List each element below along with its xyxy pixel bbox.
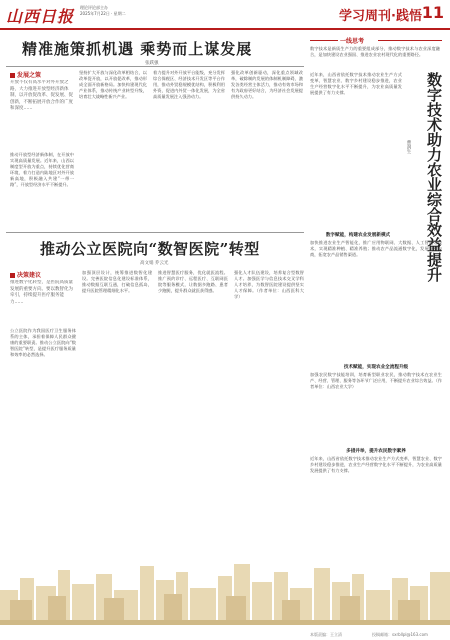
article1-column-4: 强化改革创新驱动，深化重点领域改革，破除制约发展的体制机制障碍，激发各类经营主体活力，推动有效市场和有为政府更好结合，为经济社会发展提供持久动力。 bbox=[231, 70, 303, 100]
article1-column-3: 着力提升对外开放平台能级，充分发挥综合保税区、经济技术开发区等平台作用，推动外贸稳规模优结构，积极利用外资，促进内外贸一体化发展，为全省高质量发展注入强劲动力。 bbox=[153, 70, 225, 100]
article1-author: 张跃强 bbox=[145, 61, 159, 66]
divider bbox=[6, 66, 304, 67]
right-column-title: 数字技术助力农业综合效益提升 bbox=[425, 72, 443, 282]
page-header bbox=[0, 0, 450, 30]
article2-column-1: 公立医院作为我国医疗卫生服务体系的主体，承担着保障人民群众健康的重要职责。推动公立医院向“数智医院”转型，是提升医疗服务质量和效率的必然选择。 bbox=[10, 328, 76, 358]
article2-title: 推动公立医院向“数智医院”转型 bbox=[40, 240, 260, 258]
article1-title: 精准施策抓机遇 乘势而上谋发展 bbox=[22, 40, 253, 58]
right-column-text-c: 加强农民数字技能培训，培育新型职业农民，推动数字技术在农业生产、经营、管理、服务等各环节广泛应用，不断提升农业综合效益。（作者单位：山西农业大学） bbox=[310, 372, 442, 390]
section-title: 学习周刊·践悟 bbox=[339, 9, 422, 24]
header-meta-line: 2025年7月22日 · 星期二 bbox=[80, 11, 126, 16]
article1-tag: 发展之策 bbox=[10, 70, 41, 79]
article2-author: 高文娟 乔云光 bbox=[140, 261, 169, 266]
header-rule bbox=[0, 28, 450, 30]
divider bbox=[310, 40, 338, 41]
footer-editor: 本版责编：王立清 bbox=[310, 632, 342, 637]
article1-column-1: 推动开放型经济新体制，在开放中实现高质量发展。近年来，山西以制度型开放为重点，持续优化营商环境，着力打造内陆地区对外开放新高地，积极融入共建“一带一路”，开放型经济水平不断提升。 bbox=[10, 152, 74, 188]
footer-email: 投稿邮箱：sxrbllpl@163.com bbox=[372, 632, 428, 637]
right-subheading: 技术赋能，实现农业全流程升级 bbox=[343, 365, 409, 370]
newspaper-logo: 山西日报 bbox=[6, 7, 75, 26]
header-meta bbox=[80, 5, 126, 17]
header-meta-line: 理论评论部主办 bbox=[80, 5, 108, 10]
article2-column-4: 强化人才队伍建设，培养复合型数智人才。加强医学与信息技术交叉学科人才培养，为数智医院建设提供坚实人才保障。（作者单位：山西医科大学） bbox=[234, 270, 304, 300]
article2-column-3: 推进智慧医疗服务，优化就医流程。推广预约诊疗、远程医疗、互联网医院等服务模式，让数据多跑路、患者少跑腿，提升群众就医获得感。 bbox=[158, 270, 228, 294]
right-column-tag: 一线思考 bbox=[340, 38, 365, 45]
divider bbox=[6, 232, 304, 233]
article2-column-2: 加强顶层设计，统筹推进数智化建设。完善医院信息化建设标准体系，推动数据互联互通，打破信息孤岛，提升医院管理精细化水平。 bbox=[82, 270, 152, 294]
page-number: 11 bbox=[421, 3, 444, 22]
right-column-author: 曹润生 bbox=[406, 140, 411, 154]
article2-tag: 决策建议 bbox=[10, 270, 41, 279]
right-subheading: 多措并举，提升农民数字素养 bbox=[346, 449, 406, 454]
right-column-intro: 数字技术是新质生产力的重要组成部分，推动数字技术与农业深度融合，是加快建设农业强国、推进农业农村现代化的重要路径。 bbox=[310, 46, 440, 58]
right-subheading: 数字赋能，构建农业发展新模式 bbox=[325, 233, 391, 238]
city-skyline-illustration bbox=[0, 560, 450, 625]
right-column-text-d: 近年来，山西省依托数字技术推动农业生产方式变革，智慧农业、数字乡村建设稳步推进，农业生产经营数字化水平不断提升，为农业高质量发展提供了有力支撑。 bbox=[310, 456, 442, 474]
divider bbox=[378, 40, 442, 41]
right-column-text-a: 近年来，山西省依托数字技术推动农业生产方式变革，智慧农业、数字乡村建设稳步推进，农业生产经营数字化水平不断提升，为农业高质量发展提供了有力支撑。 bbox=[310, 72, 402, 96]
article1-abstract: 开放不仅有高水平对外开放之路，大力推进开放型经济新体制，以开放促改革、促发展、促创新，不断拓展开放合作的广度和深度…… bbox=[10, 80, 73, 112]
article2-abstract: 推进数字化转型，是医院高质量发展的重要方向。要以数智化为牵引，持续提升医疗服务能力…… bbox=[10, 280, 73, 305]
page-footer bbox=[0, 630, 450, 640]
right-column-text-b: 加快推进农业生产智能化，推广应用物联网、大数据、人工智能等技术，实现精准种植、精准养殖；推动农产品流通数字化，发展农村电商，拓宽农产品销售渠道。 bbox=[310, 240, 442, 258]
article1-column-2: 坚持扩大开放与深化改革相结合，以改革促开放，以开放促改革，推动形成全面开放新格局。加快构建现代化产业体系，推动传统产业转型升级，培育壮大战略性新兴产业。 bbox=[79, 70, 147, 100]
